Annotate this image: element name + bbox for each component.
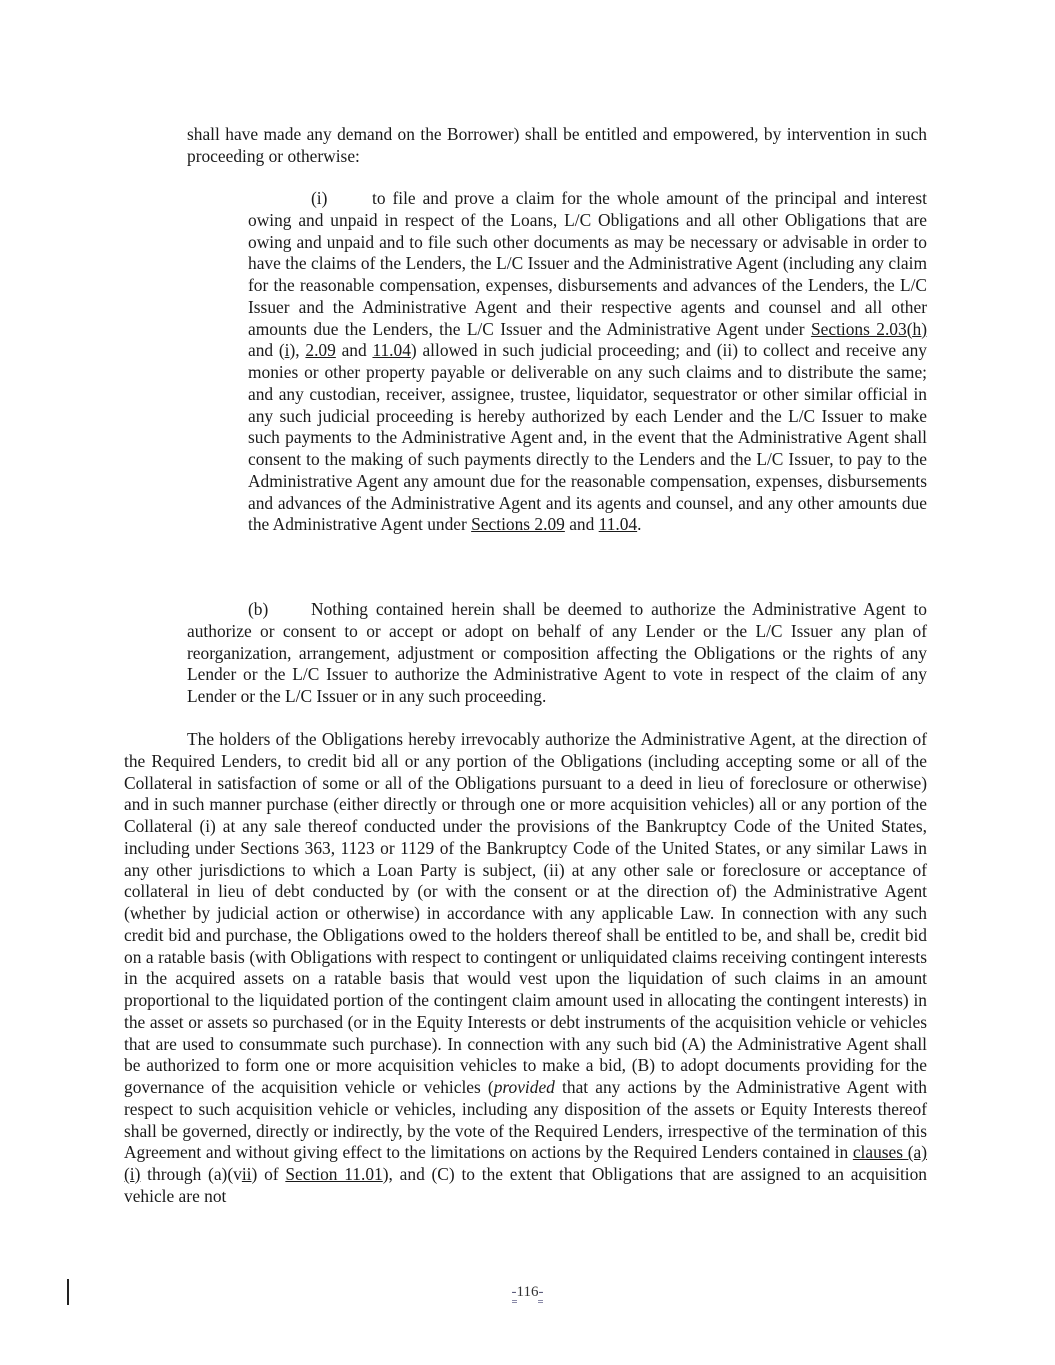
credit-bid-text: that any actions by the Administrative Agent with respect to such acquisition vehicle or vehicles, including any disposition of the assets or Equity Interests thereof shall be governed, directly or indirectly, by the vote of the Required Lenders, irrespective of the termination of this Agreement and without giving effect to the limitations on actions by the Required Lenders contained in	[124, 1077, 927, 1163]
credit-bid-text: ), and (C) to the extent that Obligations that are assigned to an acquisition vehicle are not	[124, 1164, 928, 1206]
page-number-dash-left: -	[512, 1284, 517, 1303]
clause-i-text: ),	[289, 340, 306, 361]
clause-i-text: and	[335, 340, 373, 361]
section-ref-11-04[interactable]: 11.04	[372, 340, 411, 361]
clause-i-text: and	[564, 514, 599, 535]
clause-i-text: .	[637, 514, 642, 535]
credit-bid-paragraph	[124, 729, 927, 1208]
clause-b-paragraph	[187, 599, 927, 708]
section-ref-2-03h[interactable]: Sections 2.03(h)	[810, 318, 927, 339]
page-number-value: 116	[516, 1284, 539, 1300]
page-number-dash-right: -	[538, 1284, 543, 1303]
intro-text: shall have made any demand on the Borrower) shall be entitled and empowered, by intervention in such proceeding or otherwise:	[187, 124, 927, 166]
clause-ref-a-i[interactable]: clauses (a)(i)	[124, 1142, 927, 1184]
intro-paragraph	[187, 124, 927, 168]
section-ref-2-09[interactable]: Sections 2.09	[471, 514, 565, 535]
clause-i-text: ) allowed in such judicial proceeding; and (ii) to collect and receive any monies or other property payable or deliverable on any such claims and to distribute the same; and any custodian, receiver, assignee, trustee, liquidator, sequestrator or other similar official in any such judicial proceeding is hereby authorized by each Lender and the L/C Issuer to make such payments to the Administrative Agent and, in the event that the Administrative Agent shall consent to the making of such payments directly to the Lenders and the L/C Issuer, to pay to the Administrative Agent any amount due for the reasonable compensation, expenses, disbursements and advances of the Administrative Agent and its agents and counsel, and any other amounts due the Administrative Agent under	[248, 340, 927, 535]
clause-i-text: to file and prove a claim for the whole amount of the principal and interest owing and unpaid in respect of the Loans, L/C Obligations and all other Obligations that are owing and unpaid and to file such other documents as may be necessary or advisable in order to have the claims of the Lenders, the L/C Issuer and the Administrative Agent (including any claim for the reasonable compensation, expenses, disbursements and advances of the Lenders, the L/C Issuer and the Administrative Agent and their respective agents and counsel and all other amounts due the Lenders, the L/C Issuer and the Administrative Agent under	[248, 188, 927, 339]
credit-bid-text: The holders of the Obligations hereby irrevocably authorize the Administrative Agent, at the direction of the Required Lenders, to credit bid all or any portion of the Obligations (including accepting some or all of the Collateral in satisfaction of some or all of the Obligations pursuant to a deed in lieu of foreclosure or otherwise) and in such manner purchase (either directly or through one or more acquisition vehicles) all or any portion of the Collateral (i) at any sale thereof conducted under the provisions of the Bankruptcy Code of the United States, including under Sections 363, 1123 or 1129 of the Bankruptcy Code of the United States, or any similar Laws in any other jurisdictions to which a Loan Party is subject, (ii) at any other sale or foreclosure or acceptance of collateral in lieu of debt conducted by (or with the consent or at the direction of) the Administrative Agent (whether by judicial action or otherwise) in accordance with any applicable Law. In connection with any such credit bid and purchase, the Obligations owed to the holders thereof shall be entitled to be, and shall be, credit bid on a ratable basis (with Obligations with respect to contingent or unliquidated claims receiving contingent interests in the acquired assets on a ratable basis that would vest upon the liquidation of such claims in an amount proportional to the liquidated portion of the contingent claim amount used in allocating the contingent interests) in the asset or assets so purchased (or in the Equity Interests or debt instruments of the acquisition vehicle or vehicles that are used to consummate such purchase). In connection with any such bid (A) the Administrative Agent shall be authorized to form one or more acquisition vehicles to make a bid, (B) to adopt documents providing for the governance of the acquisition vehicle or vehicles (	[124, 729, 927, 1097]
clause-b-text: Nothing contained herein shall be deemed to authorize the Administrative Agent to authorize or consent to or accept or adopt on behalf of any Lender or the L/C Issuer any plan of reorganization, arrangement, adjustment or composition affecting the Obligations or the rights of any Lender or the L/C Issuer to authorize the Administrative Agent to vote in respect of the claim of any Lender or the L/C Issuer or in any such proceeding.	[187, 599, 927, 706]
clause-ref-a-vii[interactable]: ii	[241, 1164, 252, 1184]
section-ref-2-09[interactable]: 2.09	[305, 340, 336, 361]
credit-bid-text: ) of	[251, 1164, 286, 1184]
provided-italic: provided	[493, 1077, 555, 1097]
clause-i-paragraph	[248, 188, 927, 536]
clause-i-text: and (	[248, 340, 285, 361]
page-number	[0, 1284, 1055, 1301]
section-ref-i[interactable]: i	[284, 340, 290, 361]
clause-b-enumerator: (b)	[248, 599, 269, 619]
section-ref-11-04[interactable]: 11.04	[598, 514, 638, 535]
section-ref-11-01[interactable]: Section 11.01	[285, 1164, 383, 1184]
clause-i-enumerator: (i)	[311, 188, 328, 208]
credit-bid-text: through (a)(v	[140, 1164, 242, 1184]
